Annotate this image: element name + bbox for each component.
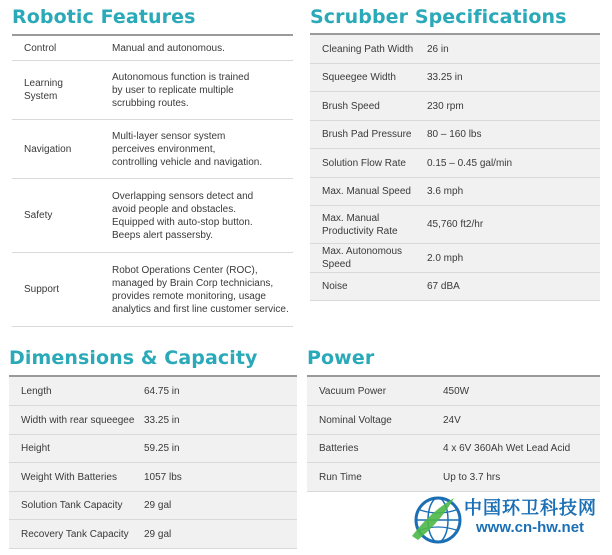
watermark-name: 中国环卫科技网	[464, 498, 597, 519]
table-row	[310, 92, 600, 121]
table-row	[307, 435, 600, 463]
row-value: 45,760 ft2/hr	[427, 219, 484, 230]
row-value: 29 gal	[144, 528, 172, 540]
table-row	[307, 463, 600, 492]
row-value: 450W	[443, 385, 470, 397]
row-label: Learning System	[24, 78, 63, 102]
row-label: Nominal Voltage	[319, 414, 392, 426]
table-row	[9, 406, 297, 435]
table-row	[310, 244, 600, 273]
row-value: 29 gal	[144, 500, 172, 511]
table-row	[307, 377, 600, 406]
row-label: Brush Pad Pressure	[322, 129, 412, 140]
row-label: Length	[21, 385, 52, 397]
row-label: Run Time	[319, 471, 362, 483]
table-row	[310, 64, 600, 92]
dimensions-capacity-heading: Dimensions & Capacity	[9, 347, 258, 369]
table-row	[310, 35, 600, 64]
watermark-url: www.cn-hw.net	[476, 519, 585, 536]
row-label: Vacuum Power	[319, 385, 387, 397]
row-value: 64.75 in	[144, 385, 180, 397]
row-label: Max. Manual Productivity Rate	[322, 212, 398, 237]
table-row	[12, 179, 293, 253]
row-label: Safety	[24, 210, 53, 221]
row-value: Up to 3.7 hrs	[443, 471, 501, 483]
row-value: 2.0 mph	[427, 252, 464, 264]
table-row	[310, 178, 600, 206]
robotic-features-table	[12, 34, 293, 327]
watermark	[408, 490, 608, 548]
row-label: Solution Flow Rate	[322, 157, 406, 169]
row-label: Height	[21, 443, 50, 454]
robotic-features-heading: Robotic Features	[12, 6, 196, 28]
row-value: 26 in	[427, 43, 449, 55]
table-row	[9, 520, 297, 549]
row-label: Max. Manual Speed	[322, 186, 411, 197]
row-label: Batteries	[319, 443, 359, 454]
power-table	[307, 375, 600, 492]
row-label: Recovery Tank Capacity	[21, 528, 129, 540]
row-value: 24V	[443, 414, 461, 426]
table-row	[310, 121, 600, 149]
table-row	[310, 206, 600, 244]
table-row	[9, 463, 297, 492]
row-label: Cleaning Path Width	[322, 43, 414, 55]
row-label: Squeegee Width	[322, 72, 396, 83]
table-row	[12, 253, 293, 327]
table-row	[307, 406, 600, 435]
row-label: Brush Speed	[322, 100, 380, 112]
table-row	[12, 36, 293, 61]
row-value: Multi-layer sensor system perceives environment, controlling vehicle and navigation.	[112, 130, 263, 168]
table-row	[9, 492, 297, 520]
row-label: Support	[24, 284, 60, 295]
dimensions-capacity-table	[9, 375, 297, 549]
row-value: Manual and autonomous.	[112, 42, 225, 54]
globe-leaf-icon	[408, 490, 466, 548]
row-value: 0.15 – 0.45 gal/min	[427, 157, 513, 169]
table-row	[12, 61, 293, 120]
row-value: 33.25 in	[144, 414, 180, 426]
table-row	[310, 149, 600, 178]
row-value: Autonomous function is trained by user to replicate multiple scrubbing routes.	[112, 71, 250, 109]
row-label: Width with rear squeegee	[21, 414, 135, 426]
table-row	[310, 273, 600, 301]
row-value: 230 rpm	[427, 100, 464, 112]
row-value: 1057 lbs	[144, 471, 182, 483]
power-heading: Power	[307, 347, 375, 369]
row-value: 4 x 6V 360Ah Wet Lead Acid	[443, 443, 571, 454]
row-label: Weight With Batteries	[21, 471, 117, 483]
row-value: 67 dBA	[427, 281, 460, 292]
row-value: 59.25 in	[144, 443, 180, 454]
row-label: Control	[24, 42, 57, 54]
table-row	[12, 120, 293, 179]
scrubber-specifications-heading: Scrubber Specifications	[310, 6, 567, 28]
table-row	[9, 377, 297, 406]
row-value: Robot Operations Center (ROC), managed by Brain Corp technicians, provides remote monitoring, usage analytics and first line customer service.	[112, 264, 289, 315]
row-value: 3.6 mph	[427, 186, 464, 197]
row-value: Overlapping sensors detect and avoid people and obstacles. Equipped with auto-stop button. Beeps alert passersby.	[112, 190, 254, 241]
scrubber-specifications-table	[310, 33, 600, 301]
row-value: 80 – 160 lbs	[427, 129, 482, 140]
row-label: Solution Tank Capacity	[21, 500, 123, 511]
row-label: Noise	[322, 281, 348, 292]
row-label: Navigation	[24, 143, 72, 155]
table-row	[9, 435, 297, 463]
row-value: 33.25 in	[427, 72, 463, 83]
row-label: Max. Autonomous Speed	[322, 246, 403, 270]
